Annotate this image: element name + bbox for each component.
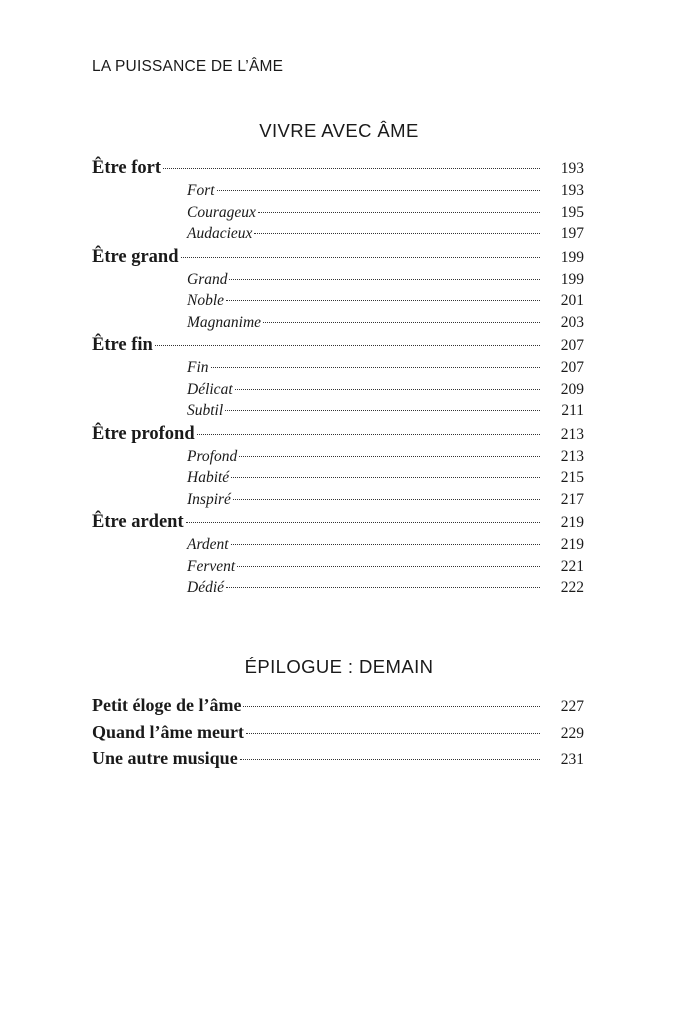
toc-subentry[interactable] — [92, 536, 584, 558]
toc-subentry-page: 211 — [561, 402, 584, 419]
toc-subentry[interactable] — [92, 271, 584, 293]
dot-leader — [181, 257, 540, 258]
toc-entry-page: 229 — [560, 724, 584, 742]
toc-subentry-page: 195 — [560, 203, 584, 221]
toc-entry-page: 207 — [560, 337, 584, 354]
dot-leader — [163, 168, 540, 169]
toc-entry-page: 213 — [560, 425, 584, 443]
toc-entry-label: Être profond — [92, 423, 195, 444]
toc-entry-label: Petit éloge de l’âme — [92, 695, 242, 715]
toc-entry-label: Être ardent — [92, 512, 184, 532]
toc-subentry-page: 221 — [560, 557, 584, 575]
dot-leader — [231, 544, 540, 545]
toc-subentry[interactable] — [92, 182, 584, 204]
toc-subentry-label: Audacieux — [187, 225, 253, 242]
toc-subentry[interactable] — [92, 359, 584, 381]
toc-subentry-page: 207 — [560, 359, 584, 376]
toc-subentry-page: 209 — [560, 380, 584, 398]
toc-epilogue — [92, 695, 584, 775]
toc-entry-page: 227 — [560, 698, 584, 715]
dot-leader — [263, 322, 540, 323]
toc-vivre-avec-ame — [92, 158, 584, 601]
toc-subentry[interactable] — [92, 381, 584, 403]
toc-entry-etre-fort[interactable] — [92, 158, 584, 182]
toc-subentry[interactable] — [92, 402, 584, 424]
toc-entry-label: Être grand — [92, 246, 179, 267]
toc-subentry[interactable] — [92, 491, 584, 513]
toc-subentry-page: 199 — [560, 270, 584, 288]
toc-subentry[interactable] — [92, 314, 584, 336]
toc-subentry-page: 217 — [560, 490, 584, 508]
dot-leader — [258, 212, 540, 213]
toc-entry-page: 193 — [560, 160, 584, 177]
toc-subentry-label: Délicat — [187, 380, 233, 398]
toc-entry-etre-ardent[interactable] — [92, 512, 584, 536]
toc-subentry-label: Magnanime — [187, 313, 262, 331]
toc-entry-label: Être fort — [92, 158, 161, 178]
toc-subentry-label: Habité — [187, 469, 230, 486]
toc-subentry-label: Profond — [187, 447, 238, 465]
running-header: LA PUISSANCE DE L’ÂME — [92, 58, 284, 75]
toc-subentry-page: 215 — [560, 469, 584, 486]
toc-subentry-label: Fervent — [187, 557, 236, 575]
toc-entry-label: Une autre musique — [92, 748, 238, 768]
toc-subentry-page: 222 — [560, 579, 584, 596]
toc-subentry-page: 219 — [560, 536, 584, 553]
toc-entry-petit-eloge[interactable] — [92, 695, 584, 722]
section-title-epilogue: ÉPILOGUE : DEMAIN — [244, 656, 434, 677]
dot-leader — [226, 587, 540, 588]
dot-leader — [229, 279, 540, 280]
toc-subentry-page: 201 — [560, 292, 584, 309]
dot-leader — [225, 410, 540, 411]
toc-subentry-label: Dédié — [187, 579, 225, 596]
toc-subentry-label: Fin — [187, 359, 209, 376]
toc-entry-label: Être fin — [92, 335, 153, 355]
toc-subentry[interactable] — [92, 579, 584, 601]
toc-subentry-label: Grand — [187, 270, 228, 288]
dot-leader — [197, 434, 540, 435]
toc-subentry[interactable] — [92, 225, 584, 247]
toc-entry-etre-profond[interactable] — [92, 424, 584, 448]
toc-subentry-label: Noble — [187, 292, 225, 309]
dot-leader — [243, 706, 540, 707]
dot-leader — [231, 477, 540, 478]
dot-leader — [217, 190, 540, 191]
toc-entry-quand-lame-meurt[interactable] — [92, 722, 584, 749]
toc-subentry-label: Inspiré — [187, 490, 231, 508]
toc-subentry-page: 213 — [560, 447, 584, 465]
toc-subentry[interactable] — [92, 448, 584, 470]
toc-entry-page: 231 — [560, 751, 584, 768]
toc-entry-label: Quand l’âme meurt — [92, 721, 244, 742]
toc-subentry-page: 193 — [560, 182, 584, 199]
dot-leader — [211, 367, 540, 368]
dot-leader — [155, 345, 540, 346]
toc-subentry[interactable] — [92, 204, 584, 226]
toc-subentry-label: Subtil — [187, 402, 224, 419]
toc-entry-page: 199 — [560, 248, 584, 266]
dot-leader — [237, 566, 540, 567]
dot-leader — [235, 389, 540, 390]
toc-entry-page: 219 — [560, 514, 584, 531]
toc-subentry[interactable] — [92, 558, 584, 580]
dot-leader — [233, 499, 540, 500]
toc-entry-etre-grand[interactable] — [92, 247, 584, 271]
dot-leader — [186, 522, 540, 523]
toc-subentry-label: Courageux — [187, 203, 256, 221]
dot-leader — [254, 233, 540, 234]
dot-leader — [240, 759, 540, 760]
dot-leader — [226, 300, 540, 301]
dot-leader — [246, 733, 540, 734]
section-title-vivre: VIVRE AVEC ÂME — [259, 120, 419, 141]
toc-subentry-label: Fort — [187, 182, 215, 199]
toc-entry-etre-fin[interactable] — [92, 335, 584, 359]
dot-leader — [239, 456, 540, 457]
toc-subentry[interactable] — [92, 292, 584, 314]
toc-subentry-label: Ardent — [187, 536, 229, 553]
toc-subentry[interactable] — [92, 469, 584, 491]
toc-subentry-page: 197 — [560, 225, 584, 242]
toc-entry-une-autre-musique[interactable] — [92, 748, 584, 775]
toc-subentry-page: 203 — [560, 313, 584, 331]
